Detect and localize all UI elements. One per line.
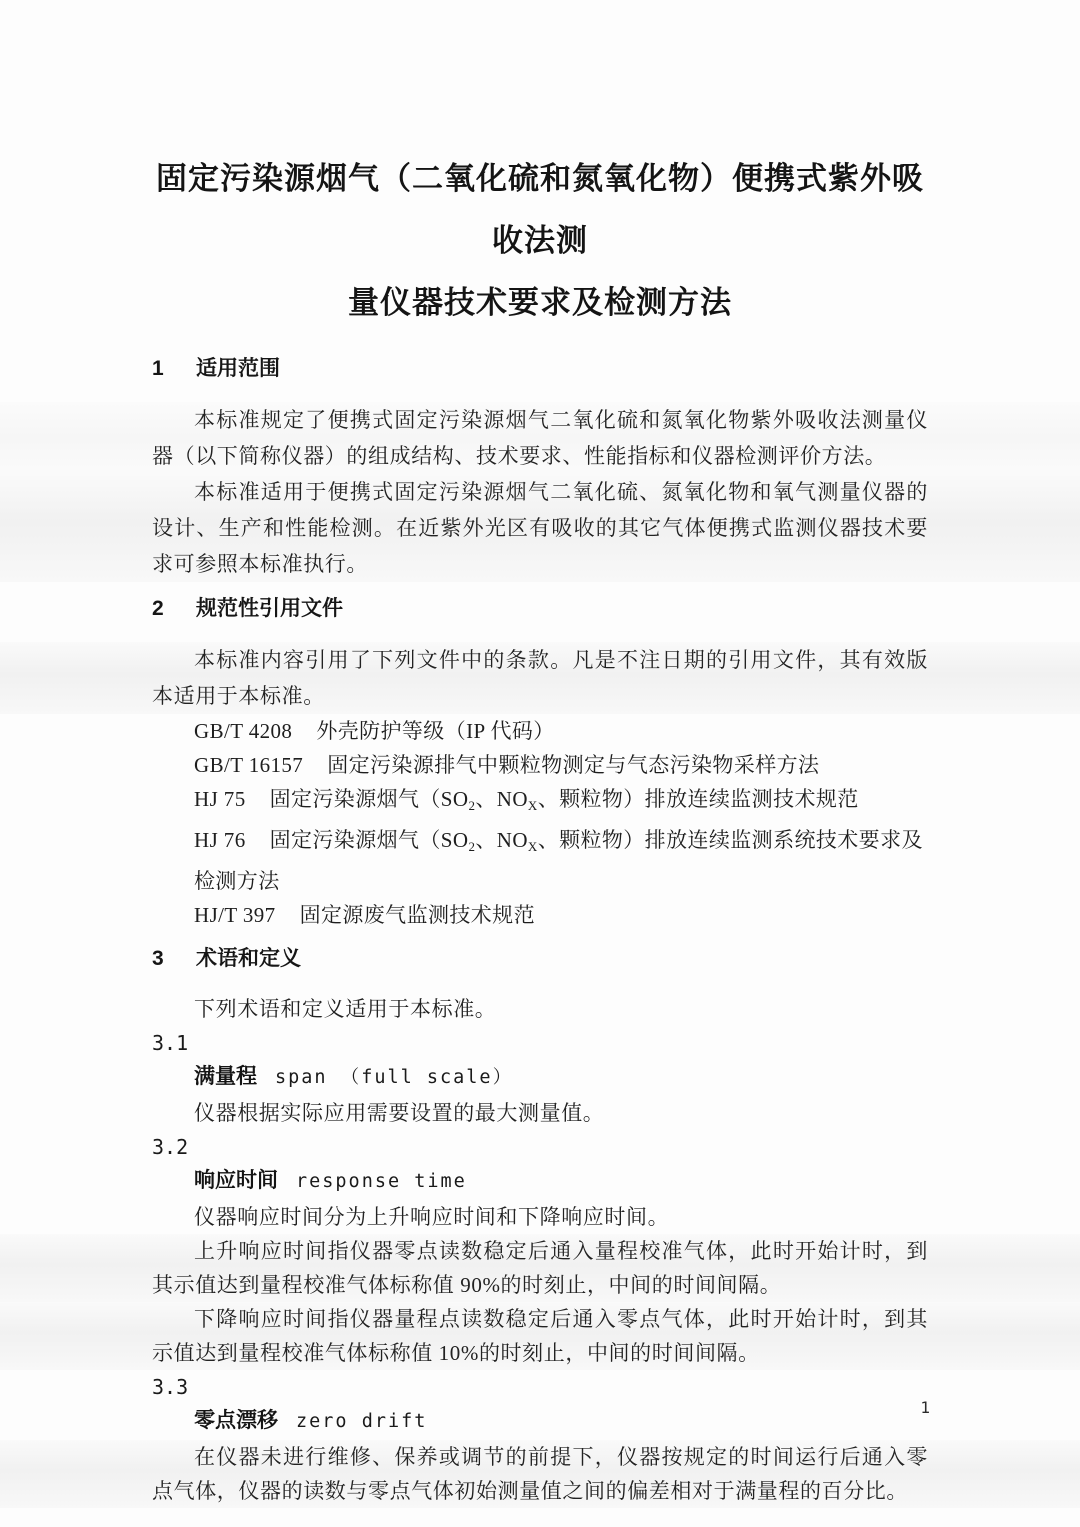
term-definition: 上升响应时间指仪器零点读数稳定后通入量程校准气体，此时开始计时，到其示值达到量程校准气体标称值 90%的时刻止，中间的时间间隔。 — [0, 1234, 1080, 1302]
scope-paragraph-1: 本标准规定了便携式固定污染源烟气二氧化硫和氮氧化物紫外吸收法测量仪器（以下简称仪器）的组成结构、技术要求、性能指标和仪器检测评价方法。 — [0, 402, 1080, 474]
reference-code: HJ 75 — [194, 787, 246, 811]
term-name — [152, 1164, 928, 1200]
section-scope-heading — [152, 356, 928, 382]
reference-title-text: 固定污染源烟气（SO — [269, 787, 469, 811]
document-title-line-2: 量仪器技术要求及检测方法 — [348, 285, 732, 320]
reference-title: 固定污染源排气中颗粒物测定与气态污染物采样方法 — [327, 753, 820, 777]
term-number: 3.3 — [152, 1375, 189, 1399]
so2-subscript: 2 — [468, 798, 476, 813]
page-number: 1 — [920, 1398, 930, 1417]
term-name-en: response time — [296, 1171, 467, 1192]
nox-subscript: X — [527, 798, 538, 813]
term-definition: 在仪器未进行维修、保养或调节的前提下，仪器按规定的时间运行后通入零点气体，仪器的读数与零点气体初始测量值之间的偏差相对于满量程的百分比。 — [0, 1440, 1080, 1508]
references-list — [152, 714, 928, 932]
reference-title-text: 、NO — [475, 787, 528, 811]
section-scope-title: 适用范围 — [196, 357, 280, 380]
reference-title — [270, 787, 859, 811]
term-name-zh: 零点漂移 — [194, 1409, 278, 1432]
references-intro: 本标准内容引用了下列文件中的条款。凡是不注日期的引用文件，其有效版本适用于本标准。 — [0, 642, 1080, 714]
section-scope — [152, 356, 928, 582]
reference-title-text: 固定污染源烟气（SO — [269, 828, 469, 852]
section-references-number: 2 — [152, 597, 164, 620]
reference-title-text: 、颗粒物）排放连续监测技术规范 — [537, 787, 859, 811]
document-title — [152, 148, 928, 334]
term-definition: 下降响应时间指仪器量程点读数稳定后通入零点气体，此时开始计时，到其示值达到量程校准气体标称值 10%的时刻止，中间的时间间隔。 — [0, 1302, 1080, 1370]
term-name-en: span （full scale） — [275, 1067, 514, 1088]
term-name-zh: 响应时间 — [194, 1169, 278, 1192]
reference-title — [194, 828, 923, 893]
reference-item-gbt4208 — [194, 714, 928, 748]
section-scope-number: 1 — [152, 357, 164, 380]
reference-item-hj75 — [194, 782, 928, 823]
reference-item-hj76 — [194, 823, 928, 898]
term-number: 3.1 — [152, 1031, 189, 1055]
section-normative-references — [152, 596, 928, 932]
reference-title: 外壳防护等级（IP 代码） — [316, 719, 555, 743]
section-references-heading — [152, 596, 928, 622]
section-terms-number: 3 — [152, 947, 164, 970]
reference-title: 固定源废气监测技术规范 — [299, 903, 535, 927]
term-zero-drift — [152, 1370, 928, 1508]
term-name — [152, 1404, 928, 1440]
term-name-en: zero drift — [296, 1411, 428, 1432]
section-terms-heading — [152, 946, 928, 972]
nox-subscript: X — [527, 839, 538, 854]
term-definition: 仪器根据实际应用需要设置的最大测量值。 — [194, 1101, 605, 1125]
scope-paragraph-2: 本标准适用于便携式固定污染源烟气二氧化硫、氮氧化物和氧气测量仪器的设计、生产和性能检测。在近紫外光区有吸收的其它气体便携式监测仪器技术要求可参照本标准执行。 — [0, 474, 1080, 582]
reference-item-gbt16157 — [194, 748, 928, 782]
reference-code: GB/T 16157 — [194, 753, 304, 777]
reference-item-hjt397 — [194, 898, 928, 932]
section-terms-and-definitions — [152, 946, 928, 1508]
term-span-full-scale — [152, 1026, 928, 1130]
reference-code: HJ/T 397 — [194, 903, 276, 927]
section-terms-title: 术语和定义 — [196, 947, 301, 970]
reference-code: GB/T 4208 — [194, 719, 293, 743]
terms-intro: 下列术语和定义适用于本标准。 — [194, 997, 497, 1021]
term-definition: 仪器响应时间分为上升响应时间和下降响应时间。 — [194, 1205, 670, 1229]
term-name-zh: 满量程 — [194, 1065, 257, 1088]
reference-title-text: 、颗粒物）排放连续监测系统技术要求及检测方法 — [194, 828, 923, 893]
term-number: 3.2 — [152, 1135, 189, 1159]
reference-code: HJ 76 — [194, 828, 246, 852]
reference-title-text: 、NO — [475, 828, 528, 852]
term-name — [152, 1060, 928, 1096]
section-references-title: 规范性引用文件 — [196, 597, 343, 620]
so2-subscript: 2 — [468, 839, 476, 854]
document-title-line-1: 固定污染源烟气（二氧化硫和氮氧化物）便携式紫外吸收法测 — [156, 161, 924, 258]
term-response-time — [152, 1130, 928, 1370]
